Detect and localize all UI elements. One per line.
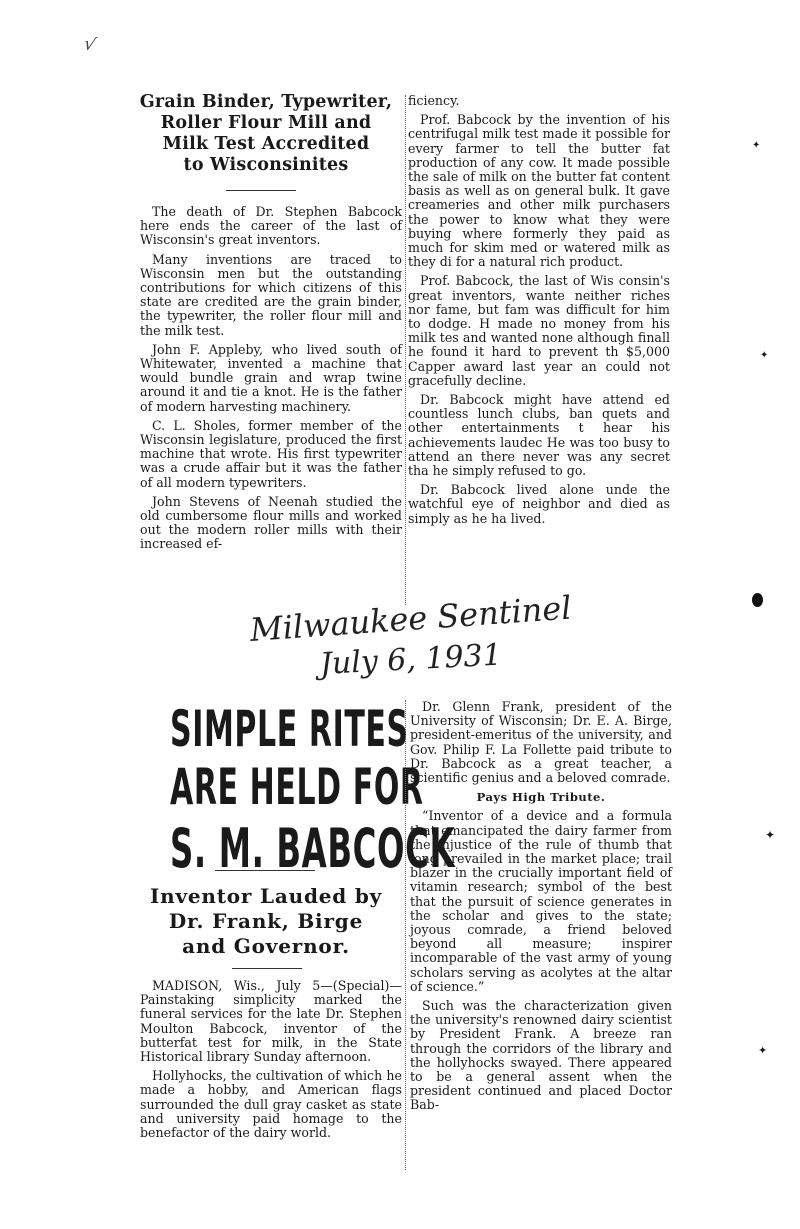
paragraph: Many inventions are traced to Wisconsin men but the outstanding contributions for which citizens of this state are credited are the grain binder, the typewriter, the roller flour mill and the milk test. (140, 251, 402, 338)
paragraph: Dr. Glenn Frank, president of the University of Wisconsin; Dr. E. A. Birge, president-emeritus of the university, and Gov. Philip F. La Follette paid tribute to Dr. Babcock as a great teacher, a scientific genius and a beloved comrade. (410, 699, 672, 786)
paragraph: C. L. Sholes, former member of the Wisconsin legislature, produced the first machine that wrote. His first typewriter was a crude affair but it was the father of all modern typewriters. (140, 417, 402, 490)
paragraph: John Stevens of Neenah studied the old cumbersome flour mills and worked out the modern roller mills with their increased ef- (140, 493, 402, 552)
paragraph: Prof. Babcock, the last of Wis consin's great inventors, wante neither riches nor fame, but fam was difficult for him to dodge. H made no money from his milk tes and wanted none although finall he found it hard to prevent th $5,000 Capper award last year an could not gracefully decline. (408, 273, 670, 388)
headline-rule (226, 190, 296, 191)
column-divider (405, 95, 406, 605)
banner-headline: SIMPLE RITES ARE HELD FOR S. M. BABCOCK (170, 700, 456, 880)
paragraph: The death of Dr. Stephen Babcock here ends the career of the last of Wisconsin's great inventors. (140, 204, 402, 248)
paragraph: Dr. Babcock might have attend ed countless lunch clubs, ban quets and other entertainments t hear his achievements laudec He was too busy to attend an there never was any secret tha he simply refused to go. (408, 392, 670, 479)
paragraph: “Inventor of a device and a formula that emancipated the dairy farmer from the injustice of the rule of thumb that long prevailed in the market place; trail blazer in the crucially important field of vitamin research; symbol of the best that the pursuit of science generates in the scholar and gives to the state; joyous comrade, a friend beloved beyond all measure; inspirer incomparable of the vast army of young scholars serving as acolytes at the altar of science.” (410, 808, 672, 994)
headline: Grain Binder, Typewriter, Roller Flour Mill and Milk Test Accredited to Wisconsinites (139, 92, 393, 175)
article1-column-1 (140, 205, 402, 557)
article2-column-1 (140, 979, 402, 1145)
margin-mark: ✦ (765, 828, 776, 842)
paragraph: MADISON, Wis., July 5—(Special)—Painstaking simplicity marked the funeral services for the late Dr. Stephen Moulton Babcock, inventor of the butterfat test for milk, in the State Historical library Sunday afternoon. (140, 978, 402, 1065)
margin-mark (752, 593, 763, 607)
paragraph: John F. Appleby, who lived south of Whitewater, invented a machine that would bundle grain and wrap twine around it and tie a knot. He is the father of modern harvesting machinery. (140, 341, 402, 414)
check-mark: √ (81, 32, 99, 57)
paragraph: Hollyhocks, the cultivation of which he made a hobby, and American flags surrounded the dull gray casket as state and university paid homage to the benefactor of the dairy world. (140, 1068, 402, 1141)
subhead: Pays High Tribute. (476, 790, 606, 805)
deck-rule (232, 968, 302, 969)
banner-rule (215, 870, 315, 871)
column-divider (405, 700, 406, 1170)
margin-mark: ✦ (752, 140, 761, 151)
deck-headline: Inventor Lauded by Dr. Frank, Birge and Governor. (149, 884, 383, 958)
article2-column-2 (410, 700, 672, 1118)
paragraph: Such was the characterization given the university's renowned dairy scientist by President Frank. A breeze ran through the corridors of the library and the hollyhocks swayed. There appeared to be a general assent when the president continued and placed Doctor Bab- (410, 998, 672, 1113)
paragraph: Prof. Babcock by the invention of his centrifugal milk test made it possible for every farmer to tell the butter fat production of any cow. It made possible the sale of milk on the butter fat content basis as well as on general bulk. It gave creameries and other milk purchasers the power to know what they were buying where formerly they paid as much for skim med or watered milk as they di for a natural rich product. (408, 112, 670, 270)
margin-mark: ✦ (758, 1044, 768, 1057)
margin-mark: ✦ (760, 350, 769, 361)
handwritten-source-annotation: Milwaukee Sentinel July 6, 1931 (248, 588, 573, 682)
paragraph: Dr. Babcock lived alone unde the watchful eye of neighbor and died as simply as he ha lived. (408, 482, 670, 526)
article1-column-2 (408, 94, 670, 531)
paragraph: ficiency. (408, 93, 460, 108)
